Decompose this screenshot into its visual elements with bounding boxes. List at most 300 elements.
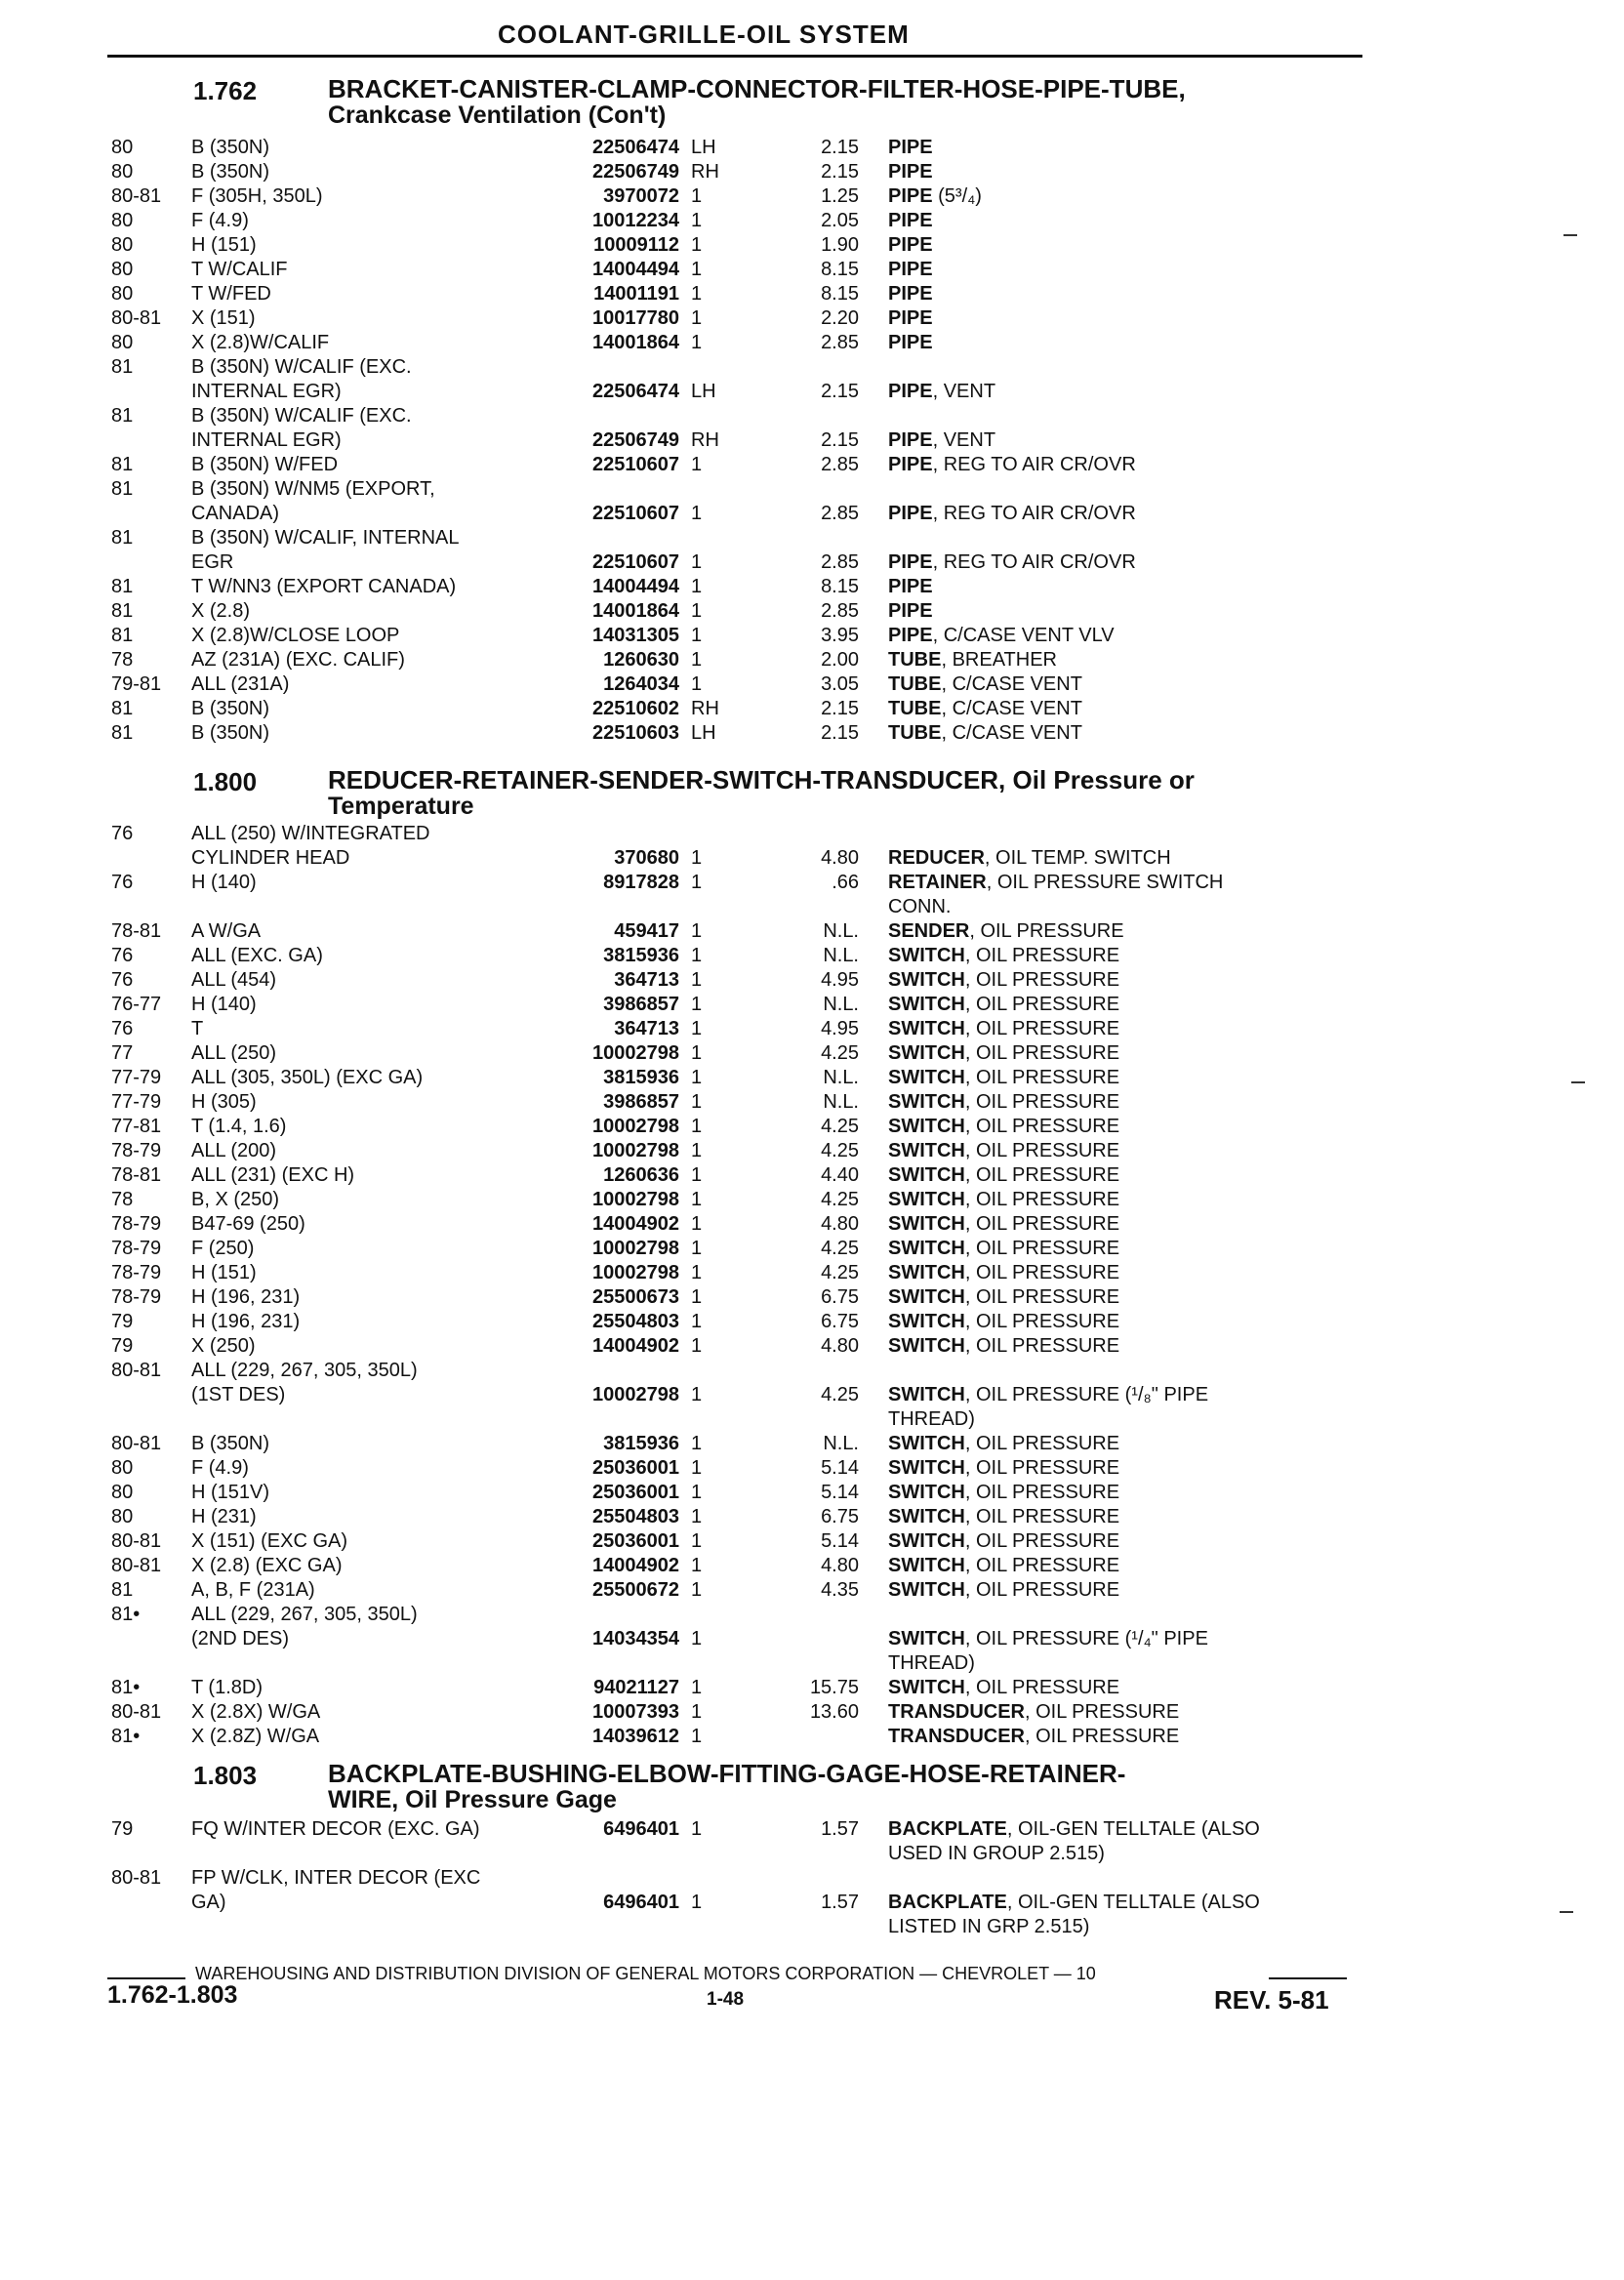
part-name-detail: , C/CASE VENT (941, 673, 1082, 695)
list-price: 2.05 (821, 210, 859, 231)
part-name-main: SWITCH (888, 1384, 965, 1405)
model-year: 76 (111, 872, 134, 893)
list-price: 2.15 (821, 698, 859, 719)
table-row (107, 1139, 1376, 1163)
part-name-main: TRANSDUCER (888, 1726, 1025, 1747)
model-year: 76 (111, 945, 134, 966)
application-desc: FQ W/INTER DECOR (EXC. GA) (191, 1818, 480, 1840)
part-number: 14004902 (592, 1335, 679, 1357)
table-row (107, 404, 1376, 428)
list-price: 4.25 (821, 1189, 859, 1210)
part-name-main: BACKPLATE (888, 1892, 1007, 1913)
application-desc: B (350N) (191, 698, 270, 719)
system-title: COOLANT-GRILLE-OIL SYSTEM (498, 20, 910, 49)
model-year: 81 (111, 527, 134, 549)
table-row (107, 648, 1376, 672)
model-year: 76-77 (111, 994, 162, 1015)
part-name (888, 1651, 975, 1676)
model-year: 80-81 (111, 185, 162, 207)
model-year: 81 (111, 576, 134, 597)
list-price: 4.95 (821, 1018, 859, 1039)
model-year: 76 (111, 969, 134, 991)
part-number: 25500672 (592, 1579, 679, 1601)
application-desc: FP W/CLK, INTER DECOR (EXC (191, 1867, 481, 1889)
part-name (888, 1237, 1119, 1261)
part-number: 22510602 (592, 698, 679, 719)
model-year: 80 (111, 161, 134, 183)
model-year: 78-81 (111, 1164, 162, 1186)
table-row (107, 477, 1376, 502)
table-row (107, 160, 1376, 184)
table-row (107, 1432, 1376, 1456)
table-row (107, 1817, 1376, 1842)
part-name-detail: , REG TO AIR CR/OVR (932, 551, 1136, 573)
part-name-main: PIPE (888, 381, 933, 402)
part-name (888, 209, 933, 233)
model-year: 81 (111, 1579, 134, 1601)
part-name (888, 1456, 1119, 1481)
quantity: 1 (691, 994, 703, 1015)
margin-mark (1563, 234, 1577, 236)
part-name (888, 1407, 975, 1432)
application-desc: H (140) (191, 872, 257, 893)
quantity: 1 (691, 259, 703, 280)
quantity: RH (691, 429, 719, 451)
part-name-main: SWITCH (888, 1506, 965, 1527)
part-name-detail: , OIL-GEN TELLTALE (ALSO (1006, 1818, 1260, 1840)
part-name-detail: , OIL PRESSURE (964, 969, 1120, 991)
part-name-main: SWITCH (888, 1677, 965, 1698)
table-row (107, 1578, 1376, 1603)
part-name-detail: , BREATHER (941, 649, 1057, 671)
part-name (888, 846, 1171, 871)
part-name (888, 1627, 1208, 1651)
part-name-main: TUBE (888, 698, 942, 719)
quantity: LH (691, 137, 716, 158)
model-year: 78-79 (111, 1286, 162, 1308)
model-year: 81 (111, 698, 134, 719)
application-desc: ALL (305, 350L) (EXC GA) (191, 1067, 424, 1088)
table-row (107, 1310, 1376, 1334)
list-price: 4.25 (821, 1238, 859, 1259)
table-row (107, 1554, 1376, 1578)
table-row (107, 1261, 1376, 1285)
application-desc: (1ST DES) (191, 1384, 286, 1405)
part-name-detail: , OIL PRESSURE (1025, 1701, 1180, 1723)
part-name-detail: LISTED IN GRP 2.515) (888, 1916, 1090, 1937)
application-desc: H (196, 231) (191, 1311, 301, 1332)
part-name-main: SWITCH (888, 969, 965, 991)
part-name-main: REDUCER (888, 847, 985, 869)
part-name-main: SWITCH (888, 1042, 965, 1064)
part-number: 22510607 (592, 454, 679, 475)
model-year: 78 (111, 649, 134, 671)
part-name-detail: , OIL PRESSURE (964, 1677, 1120, 1698)
application-desc: X (151) (EXC GA) (191, 1530, 348, 1552)
part-number: 10007393 (592, 1701, 679, 1723)
footer-rule-right (1269, 1977, 1347, 1979)
model-year: 79 (111, 1818, 134, 1840)
part-name (888, 502, 1136, 526)
table-row (107, 380, 1376, 404)
part-name-detail: , OIL-GEN TELLTALE (ALSO (1006, 1892, 1260, 1913)
list-price: 1.57 (821, 1892, 859, 1913)
part-number: 6496401 (603, 1818, 679, 1840)
part-name (888, 1383, 1208, 1407)
application-desc: F (250) (191, 1238, 255, 1259)
quantity: 1 (691, 1677, 703, 1698)
part-number: 6496401 (603, 1892, 679, 1913)
list-price: 5.14 (821, 1530, 859, 1552)
list-price: 2.15 (821, 381, 859, 402)
part-name (888, 871, 1223, 895)
list-price: N.L. (823, 1067, 859, 1088)
application-desc: X (2.8)W/CLOSE LOOP (191, 625, 400, 646)
part-name-detail: , REG TO AIR CR/OVR (932, 454, 1136, 475)
section-title: REDUCER-RETAINER-SENDER-SWITCH-TRANSDUCER, Oil Pressure or (328, 765, 1195, 794)
model-year: 78-79 (111, 1213, 162, 1235)
part-name (888, 282, 933, 306)
list-price: 8.15 (821, 259, 859, 280)
quantity: 1 (691, 283, 703, 305)
list-price: 4.35 (821, 1579, 859, 1601)
part-name-detail: , OIL PRESSURE (964, 1262, 1120, 1283)
section-number: 1.762 (193, 76, 258, 105)
list-price: 6.75 (821, 1506, 859, 1527)
part-name-detail: , OIL PRESSURE (969, 920, 1124, 942)
list-price: 2.85 (821, 503, 859, 524)
part-name-detail: , OIL PRESSURE (964, 1091, 1120, 1113)
part-name (888, 1432, 1119, 1456)
model-year: 81 (111, 722, 134, 744)
part-name-detail: , OIL PRESSURE (964, 1335, 1120, 1357)
part-name-main: PIPE (888, 429, 933, 451)
table-row (107, 306, 1376, 331)
part-number: 8917828 (603, 872, 679, 893)
application-desc: ALL (229, 267, 305, 350L) (191, 1604, 418, 1625)
model-year: 81 (111, 454, 134, 475)
list-price: 2.15 (821, 161, 859, 183)
application-desc: ALL (454) (191, 969, 277, 991)
part-name-detail: THREAD) (888, 1652, 975, 1674)
application-desc: X (151) (191, 307, 256, 329)
part-name-detail: CONN. (888, 896, 952, 917)
part-number: 25036001 (592, 1482, 679, 1503)
part-name-main: TRANSDUCER (888, 1701, 1025, 1723)
part-number: 370680 (614, 847, 679, 869)
part-name (888, 895, 951, 919)
list-price: 3.95 (821, 625, 859, 646)
model-year: 80 (111, 234, 134, 256)
quantity: 1 (691, 454, 703, 475)
part-name-main: PIPE (888, 161, 933, 183)
application-desc: ALL (231) (EXC H) (191, 1164, 355, 1186)
application-desc: H (151) (191, 234, 257, 256)
part-name (888, 1676, 1119, 1700)
section-number: 1.803 (193, 1761, 258, 1790)
part-name (888, 380, 995, 404)
quantity: 1 (691, 1555, 703, 1576)
part-name (888, 1505, 1119, 1529)
list-price: 5.14 (821, 1457, 859, 1479)
part-number: 10002798 (592, 1042, 679, 1064)
part-name-detail: , REG TO AIR CR/OVR (932, 503, 1136, 524)
part-name-main: SWITCH (888, 1213, 965, 1235)
part-number: 14001864 (592, 600, 679, 622)
list-price: 8.15 (821, 576, 859, 597)
application-desc: INTERNAL EGR) (191, 381, 342, 402)
list-price: 4.80 (821, 1335, 859, 1357)
part-name-main: SENDER (888, 920, 970, 942)
part-number: 14039612 (592, 1726, 679, 1747)
application-desc: B (350N) (191, 1433, 270, 1454)
part-number: 22506474 (592, 381, 679, 402)
application-desc: AZ (231A) (EXC. CALIF) (191, 649, 405, 671)
list-price: 4.25 (821, 1140, 859, 1161)
part-name-main: PIPE (888, 576, 933, 597)
application-desc: H (151V) (191, 1482, 270, 1503)
quantity: 1 (691, 234, 703, 256)
part-name-main: TUBE (888, 673, 942, 695)
part-number: 25504803 (592, 1311, 679, 1332)
part-name (888, 1817, 1260, 1842)
application-desc: B (350N) W/CALIF, INTERNAL (191, 527, 460, 549)
part-name (888, 233, 933, 258)
quantity: 1 (691, 649, 703, 671)
part-name (888, 1139, 1119, 1163)
part-number: 3970072 (603, 185, 679, 207)
part-number: 25036001 (592, 1530, 679, 1552)
part-name-detail: , OIL PRESSURE (964, 1311, 1120, 1332)
part-name-detail: , OIL PRESSURE (964, 1164, 1120, 1186)
quantity: 1 (691, 872, 703, 893)
quantity: 1 (691, 1091, 703, 1113)
part-name-detail: , OIL PRESSURE (964, 1482, 1120, 1503)
part-name-main: SWITCH (888, 1262, 965, 1283)
part-name-main: PIPE (888, 234, 933, 256)
application-desc: H (196, 231) (191, 1286, 301, 1308)
model-year: 78-81 (111, 920, 162, 942)
part-name-detail: , OIL PRESSURE (1025, 1726, 1180, 1747)
application-desc: B (350N) W/NM5 (EXPORT, (191, 478, 435, 500)
part-name (888, 428, 995, 453)
part-name-main: SWITCH (888, 1091, 965, 1113)
margin-mark (1571, 1081, 1585, 1083)
quantity: LH (691, 722, 716, 744)
quantity: 1 (691, 1818, 703, 1840)
part-number: 22506749 (592, 429, 679, 451)
part-name (888, 331, 933, 355)
application-desc: T W/FED (191, 283, 271, 305)
table-row (107, 944, 1376, 968)
part-number: 10017780 (592, 307, 679, 329)
table-row (107, 258, 1376, 282)
application-desc: X (250) (191, 1335, 256, 1357)
part-name-main: SWITCH (888, 1530, 965, 1552)
part-name-detail: , OIL PRESSURE (964, 1530, 1120, 1552)
table-row (107, 282, 1376, 306)
part-name (888, 575, 933, 599)
quantity: 1 (691, 1506, 703, 1527)
table-row (107, 1090, 1376, 1115)
application-desc: X (2.8X) W/GA (191, 1701, 321, 1723)
list-price: 15.75 (809, 1677, 859, 1698)
part-name (888, 599, 933, 624)
table-row (107, 355, 1376, 380)
part-name-main: SWITCH (888, 1286, 965, 1308)
part-number: 1260630 (603, 649, 679, 671)
list-price: 1.25 (821, 185, 859, 207)
quantity: 1 (691, 1238, 703, 1259)
table-row (107, 721, 1376, 746)
part-name (888, 672, 1082, 697)
table-row (107, 1212, 1376, 1237)
section-number: 1.800 (193, 767, 258, 796)
application-desc: (2ND DES) (191, 1628, 290, 1649)
part-name-main: RETAINER (888, 872, 987, 893)
quantity: 1 (691, 210, 703, 231)
table-row (107, 919, 1376, 944)
quantity: 1 (691, 576, 703, 597)
part-name-detail: , OIL PRESSURE (964, 1018, 1120, 1039)
table-row (107, 331, 1376, 355)
quantity: 1 (691, 1067, 703, 1088)
table-row (107, 993, 1376, 1017)
list-price: N.L. (823, 920, 859, 942)
part-name (888, 160, 933, 184)
part-name-main: SWITCH (888, 1311, 965, 1332)
footer-revision: REV. 5-81 (1214, 1985, 1329, 2015)
part-number: 14034354 (592, 1628, 679, 1649)
part-name-main: PIPE (888, 332, 933, 353)
quantity: 1 (691, 185, 703, 207)
table-row (107, 1066, 1376, 1090)
part-name-main: PIPE (888, 185, 933, 207)
list-price: 4.80 (821, 1555, 859, 1576)
table-row (107, 1115, 1376, 1139)
model-year: 80 (111, 1457, 134, 1479)
model-year: 79 (111, 1311, 134, 1332)
table-row (107, 1603, 1376, 1627)
part-name-detail: , OIL PRESSURE (964, 945, 1120, 966)
application-desc: CYLINDER HEAD (191, 847, 350, 869)
part-number: 10002798 (592, 1262, 679, 1283)
part-name-detail: , OIL PRESSURE (964, 994, 1120, 1015)
part-name (888, 721, 1082, 746)
model-year: 80 (111, 283, 134, 305)
part-name (888, 306, 933, 331)
list-price: 2.15 (821, 137, 859, 158)
table-row (107, 1456, 1376, 1481)
list-price: 6.75 (821, 1286, 859, 1308)
model-year: 80-81 (111, 1701, 162, 1723)
part-name (888, 1163, 1119, 1188)
application-desc: X (2.8) (191, 600, 251, 622)
part-name-main: PIPE (888, 137, 933, 158)
section-title: BRACKET-CANISTER-CLAMP-CONNECTOR-FILTER-HOSE-PIPE-TUBE, (328, 74, 1186, 103)
section-subtitle: WIRE, Oil Pressure Gage (328, 1786, 617, 1813)
application-desc: B (350N) (191, 722, 270, 744)
application-desc: GA) (191, 1892, 226, 1913)
application-desc: B (350N) (191, 161, 270, 183)
quantity: 1 (691, 1457, 703, 1479)
model-year: 80-81 (111, 1555, 162, 1576)
part-name-detail: , OIL PRESSURE (964, 1042, 1120, 1064)
part-name (888, 1529, 1119, 1554)
part-name (888, 1285, 1119, 1310)
model-year: 78-79 (111, 1140, 162, 1161)
list-price: N.L. (823, 1433, 859, 1454)
quantity: 1 (691, 1140, 703, 1161)
part-name (888, 1115, 1119, 1139)
part-name (888, 1066, 1119, 1090)
application-desc: F (4.9) (191, 210, 249, 231)
part-name (888, 968, 1119, 993)
part-number: 10002798 (592, 1384, 679, 1405)
list-price: 4.25 (821, 1262, 859, 1283)
application-desc: X (2.8Z) W/GA (191, 1726, 320, 1747)
part-number: 25504803 (592, 1506, 679, 1527)
part-name (888, 1212, 1119, 1237)
part-name (888, 697, 1082, 721)
quantity: 1 (691, 1579, 703, 1601)
part-name-detail: , OIL TEMP. SWITCH (984, 847, 1171, 869)
list-price: 3.05 (821, 673, 859, 695)
application-desc: H (305) (191, 1091, 257, 1113)
table-row (107, 428, 1376, 453)
part-name-main: SWITCH (888, 1433, 965, 1454)
list-price: 4.25 (821, 1384, 859, 1405)
quantity: 1 (691, 307, 703, 329)
table-row (107, 1383, 1376, 1407)
model-year: 80 (111, 259, 134, 280)
quantity: 1 (691, 1726, 703, 1747)
application-desc: A, B, F (231A) (191, 1579, 315, 1601)
part-name (888, 550, 1136, 575)
quantity: 1 (691, 1018, 703, 1039)
table-row (107, 1163, 1376, 1188)
table-row (107, 1285, 1376, 1310)
list-price: 13.60 (809, 1701, 859, 1723)
header-rule (107, 55, 1362, 58)
part-name-main: TUBE (888, 722, 942, 744)
part-number: 10002798 (592, 1140, 679, 1161)
application-desc: B (350N) W/CALIF (EXC. (191, 356, 412, 378)
table-row (107, 846, 1376, 871)
list-price: 4.25 (821, 1042, 859, 1064)
part-name-detail: USED IN GROUP 2.515) (888, 1843, 1105, 1864)
part-name-main: SWITCH (888, 1457, 965, 1479)
part-name-detail: , OIL PRESSURE (964, 1579, 1120, 1601)
list-price: N.L. (823, 994, 859, 1015)
application-desc: F (4.9) (191, 1457, 249, 1479)
application-desc: ALL (200) (191, 1140, 277, 1161)
footer-division: WAREHOUSING AND DISTRIBUTION DIVISION OF GENERAL MOTORS CORPORATION — CHEVROLET — 10 (195, 1964, 1096, 1983)
section-subtitle: Temperature (328, 793, 474, 820)
list-price: 4.25 (821, 1116, 859, 1137)
table-row (107, 209, 1376, 233)
part-name-detail: , C/CASE VENT (941, 698, 1082, 719)
model-year: 80 (111, 210, 134, 231)
part-name (888, 1725, 1179, 1749)
part-name-detail: , OIL PRESSURE (¹/₈" PIPE (964, 1384, 1209, 1405)
application-desc: H (140) (191, 994, 257, 1015)
part-number: 22506749 (592, 161, 679, 183)
part-name-main: PIPE (888, 307, 933, 329)
application-desc: B47-69 (250) (191, 1213, 305, 1235)
part-name-main: SWITCH (888, 1238, 965, 1259)
section-subtitle: Crankcase Ventilation (Con't) (328, 102, 667, 129)
